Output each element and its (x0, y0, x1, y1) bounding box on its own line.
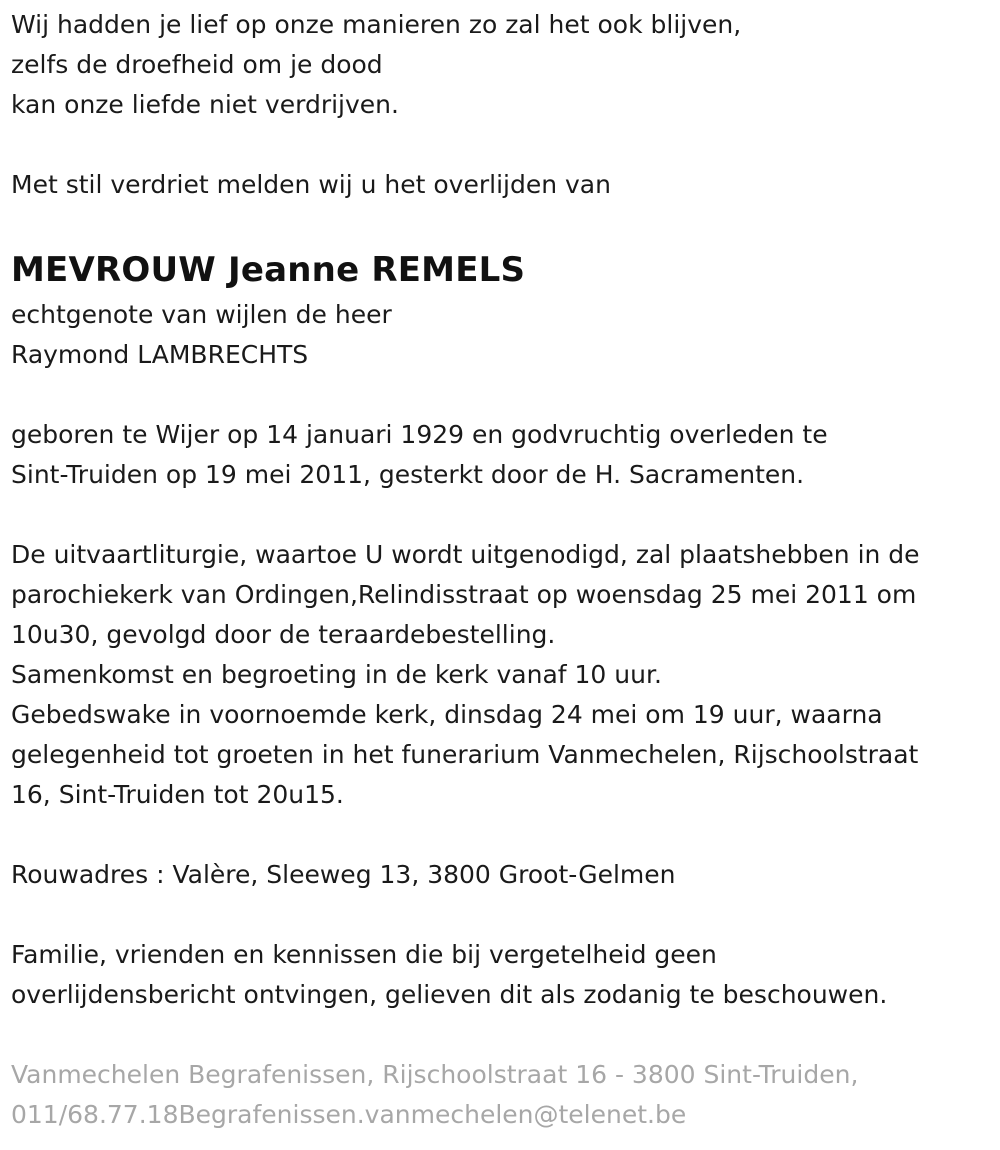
birth-death-line: geboren te Wijer op 14 januari 1929 en godvruchtig overleden te (11, 420, 828, 449)
ceremony-line: gelegenheid tot groeten in het funerarium Vanmechelen, Rijschoolstraat (11, 740, 919, 769)
spouse-line: echtgenote van wijlen de heer (11, 300, 392, 329)
ceremony-line: parochiekerk van Ordingen,Relindisstraat op woensdag 25 mei 2011 om (11, 580, 917, 609)
footer-line: Vanmechelen Begrafenissen, Rijschoolstraat 16 - 3800 Sint-Truiden, (11, 1060, 859, 1089)
deceased-block (11, 245, 991, 375)
ceremony-line: 16, Sint-Truiden tot 20u15. (11, 780, 344, 809)
birth-death-line: Sint-Truiden op 19 mei 2011, gesterkt door de H. Sacramenten. (11, 460, 805, 489)
spouse-name: Raymond LAMBRECHTS (11, 340, 309, 369)
birth-death-block (11, 415, 991, 495)
ceremony-line: De uitvaartliturgie, waartoe U wordt uitgenodigd, zal plaatshebben in de (11, 540, 920, 569)
deceased-name: MEVROUW Jeanne REMELS (11, 250, 526, 290)
spacer (11, 895, 991, 935)
notice-line: overlijdensbericht ontvingen, gelieven dit als zodanig te beschouwen. (11, 980, 888, 1009)
poem-line: Wij hadden je lief op onze manieren zo zal het ook blijven, (11, 10, 742, 39)
ceremony-block (11, 535, 991, 815)
footer (11, 1055, 991, 1135)
mourning-address: Rouwadres : Valère, Sleeweg 13, 3800 Groot-Gelmen (11, 860, 676, 889)
footer-contact: 011/68.77.18Begrafenissen.vanmechelen@telenet.be (11, 1100, 687, 1129)
poem-line: kan onze liefde niet verdrijven. (11, 90, 399, 119)
spacer (11, 125, 991, 165)
spacer (11, 495, 991, 535)
spacer (11, 205, 991, 245)
ceremony-line: Gebedswake in voornoemde kerk, dinsdag 24 mei om 19 uur, waarna (11, 700, 883, 729)
poem-line: zelfs de droefheid om je dood (11, 50, 383, 79)
announcement-text: Met stil verdriet melden wij u het overlijden van (11, 170, 611, 199)
ceremony-line: 10u30, gevolgd door de teraardebestelling. (11, 620, 556, 649)
notice-line: Familie, vrienden en kennissen die bij vergetelheid geen (11, 940, 717, 969)
spacer (11, 375, 991, 415)
spacer (11, 1015, 991, 1055)
spacer (11, 815, 991, 855)
notice-block (11, 935, 991, 1015)
ceremony-line: Samenkomst en begroeting in de kerk vanaf 10 uur. (11, 660, 662, 689)
poem (11, 5, 991, 125)
